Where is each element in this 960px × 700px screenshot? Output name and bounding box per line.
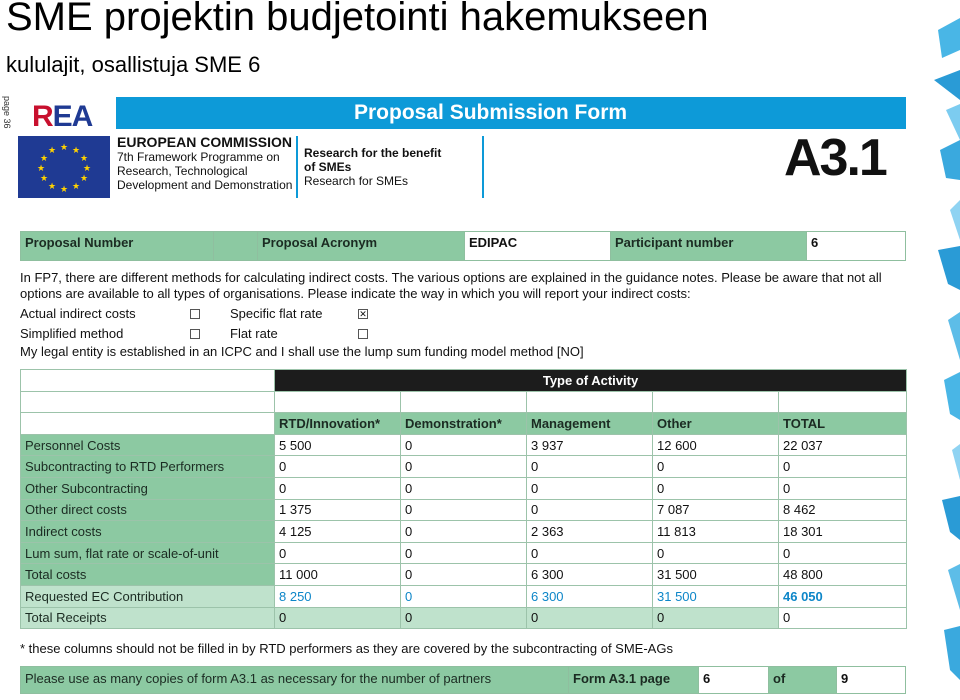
total-cell: 22 037 — [779, 434, 907, 456]
slide-subtitle: kululajit, osallistuja SME 6 — [6, 52, 261, 76]
row-label: Lum sum, flat rate or scale-of-unit — [21, 542, 275, 564]
proposal-acronym-value[interactable]: EDIPAC — [465, 232, 611, 260]
total-cell: 0 — [779, 456, 907, 478]
table-row — [21, 607, 907, 629]
page-number: page 36 — [2, 96, 12, 129]
total-cell: 8 462 — [779, 499, 907, 521]
table-row — [21, 521, 907, 543]
column-header: RTD/Innovation* — [275, 413, 401, 435]
of-value[interactable]: 9 — [837, 667, 905, 693]
receipts-cell[interactable]: 0 — [653, 607, 779, 629]
svg-text:★: ★ — [79, 174, 89, 184]
proposal-info-row — [20, 231, 906, 261]
form-page-label: Form A3.1 page — [569, 667, 699, 693]
table-row — [21, 585, 907, 607]
footnote: * these columns should not be filled in by RTD performers as they are covered by the subcontracting of SME-AGs — [20, 641, 673, 656]
ec-line-1: 7th Framework Programme on — [117, 150, 280, 164]
form-footer-row — [20, 666, 906, 694]
cost-cell[interactable]: 0 — [527, 542, 653, 564]
of-label: of — [769, 667, 837, 693]
row-label: Other direct costs — [21, 499, 275, 521]
eu-flag-icon — [18, 136, 110, 198]
ec-programme-text — [117, 134, 292, 192]
option-flat-label: Flat rate — [230, 326, 278, 341]
row-label: Total costs — [21, 564, 275, 586]
legal-entity-statement: My legal entity is established in an ICPC and I shall use the lump sum funding model method [NO] — [20, 344, 584, 359]
slide-title: SME projektin budjetointi hakemukseen — [6, 0, 709, 39]
total-cell: 0 — [779, 477, 907, 499]
column-header-row — [21, 413, 907, 435]
cost-cell[interactable]: 0 — [401, 434, 527, 456]
svg-text:★: ★ — [59, 143, 69, 153]
svg-text:★: ★ — [39, 174, 49, 184]
cost-cell: 6 300 — [527, 564, 653, 586]
cost-cell[interactable]: 0 — [275, 542, 401, 564]
contribution-cell[interactable]: 8 250 — [275, 585, 401, 607]
indirect-costs-note: In FP7, there are different methods for calculating indirect costs. The various options are explained in the guidance notes. Please be aware that not all options are available to all types of organisations. Please indicate the way in which you will report your indirect costs: — [20, 270, 882, 301]
contribution-cell[interactable]: 0 — [401, 585, 527, 607]
svg-text:★: ★ — [82, 164, 92, 174]
empty-cell — [21, 413, 275, 435]
row-label: Total Receipts — [21, 607, 275, 629]
proposal-number-label: Proposal Number — [21, 232, 214, 260]
column-header: TOTAL — [779, 413, 907, 435]
total-cell: 0 — [779, 542, 907, 564]
svg-text:★: ★ — [39, 154, 49, 164]
option-specific-checkbox[interactable]: ✕ — [359, 309, 367, 319]
cost-cell[interactable]: 7 087 — [653, 499, 779, 521]
column-header: Other — [653, 413, 779, 435]
empty-cell — [21, 391, 275, 413]
proposal-acronym-label: Proposal Acronym — [258, 232, 465, 260]
svg-text:★: ★ — [47, 182, 57, 192]
svg-text:★: ★ — [59, 185, 69, 195]
contribution-cell[interactable]: 31 500 — [653, 585, 779, 607]
cost-cell: 0 — [401, 564, 527, 586]
contribution-cell[interactable]: 6 300 — [527, 585, 653, 607]
sme-line-3: Research for SMEs — [304, 174, 409, 188]
type-of-activity-header: Type of Activity — [275, 370, 907, 392]
row-label: Indirect costs — [21, 521, 275, 543]
cost-cell[interactable]: 0 — [401, 542, 527, 564]
table-row — [21, 456, 907, 478]
divider — [296, 136, 298, 198]
cost-cell[interactable]: 11 813 — [653, 521, 779, 543]
cost-cell[interactable]: 0 — [653, 477, 779, 499]
svg-text:★: ★ — [36, 164, 46, 174]
sme-programme-text — [304, 146, 441, 188]
cost-cell[interactable]: 0 — [401, 456, 527, 478]
table-row — [21, 564, 907, 586]
cost-cell[interactable]: 4 125 — [275, 521, 401, 543]
receipts-cell[interactable]: 0 — [527, 607, 653, 629]
cost-cell[interactable]: 12 600 — [653, 434, 779, 456]
table-row — [21, 434, 907, 456]
form-page-value[interactable]: 6 — [699, 667, 769, 693]
total-cell: 48 800 — [779, 564, 907, 586]
cost-cell: 31 500 — [653, 564, 779, 586]
rea-logo-r: R — [32, 100, 53, 133]
form-id: A3.1 — [784, 129, 886, 187]
row-label: Requested EC Contribution — [21, 585, 275, 607]
row-label: Subcontracting to RTD Performers — [21, 456, 275, 478]
row-label: Personnel Costs — [21, 434, 275, 456]
row-label: Other Subcontracting — [21, 477, 275, 499]
activity-cost-table — [20, 369, 906, 629]
option-actual-label: Actual indirect costs — [20, 306, 136, 321]
ec-line-2: Research, Technological — [117, 164, 248, 178]
cost-cell[interactable]: 2 363 — [527, 521, 653, 543]
cost-cell[interactable]: 0 — [401, 477, 527, 499]
total-cell: 18 301 — [779, 521, 907, 543]
svg-text:★: ★ — [47, 146, 57, 156]
column-header: Demonstration* — [401, 413, 527, 435]
cost-cell[interactable]: 3 937 — [527, 434, 653, 456]
cost-cell[interactable]: 0 — [527, 499, 653, 521]
cost-cell[interactable]: 1 375 — [275, 499, 401, 521]
svg-text:★: ★ — [71, 146, 81, 156]
ec-line-3: Development and Demonstration — [117, 178, 293, 192]
cost-cell[interactable]: 0 — [527, 456, 653, 478]
receipts-cell[interactable]: 0 — [275, 607, 401, 629]
ec-title: EUROPEAN COMMISSION — [117, 134, 293, 150]
receipts-cell[interactable]: 0 — [401, 607, 527, 629]
participant-number-value[interactable]: 6 — [807, 232, 905, 260]
sme-line-2: of SMEs — [304, 160, 352, 174]
proposal-number-value[interactable] — [214, 232, 258, 260]
cost-cell[interactable]: 0 — [401, 499, 527, 521]
table-row — [21, 499, 907, 521]
sme-line-1: Research for the benefit — [304, 146, 442, 160]
copies-note: Please use as many copies of form A3.1 as necessary for the number of partners — [21, 667, 569, 693]
table-row — [21, 542, 907, 564]
table-header-row — [21, 370, 907, 392]
rea-logo — [32, 100, 92, 134]
cost-cell[interactable]: 0 — [401, 521, 527, 543]
empty-cell — [21, 370, 275, 392]
option-specific-label: Specific flat rate — [230, 306, 323, 321]
divider — [482, 136, 484, 198]
participant-number-label: Participant number — [611, 232, 807, 260]
total-receipts-cell: 0 — [779, 607, 907, 629]
option-simplified-label: Simplified method — [20, 326, 124, 341]
cost-cell[interactable]: 0 — [275, 456, 401, 478]
option-simplified-checkbox[interactable] — [190, 329, 200, 339]
cost-cell[interactable]: 5 500 — [275, 434, 401, 456]
option-flat-checkbox[interactable] — [358, 329, 368, 339]
cost-cell[interactable]: 0 — [527, 477, 653, 499]
cost-cell[interactable]: 0 — [275, 477, 401, 499]
spacer-row — [21, 391, 907, 413]
cost-cell[interactable]: 0 — [653, 542, 779, 564]
proposal-form-banner: Proposal Submission Form — [116, 97, 906, 129]
cost-cell[interactable]: 0 — [653, 456, 779, 478]
option-actual-checkbox[interactable] — [190, 309, 200, 319]
column-header: Management — [527, 413, 653, 435]
svg-text:★: ★ — [79, 154, 89, 164]
total-contribution-cell: 46 050 — [779, 585, 907, 607]
table-row — [21, 477, 907, 499]
rea-logo-ea: EA — [52, 100, 93, 133]
cost-cell: 11 000 — [275, 564, 401, 586]
svg-text:★: ★ — [71, 182, 81, 192]
